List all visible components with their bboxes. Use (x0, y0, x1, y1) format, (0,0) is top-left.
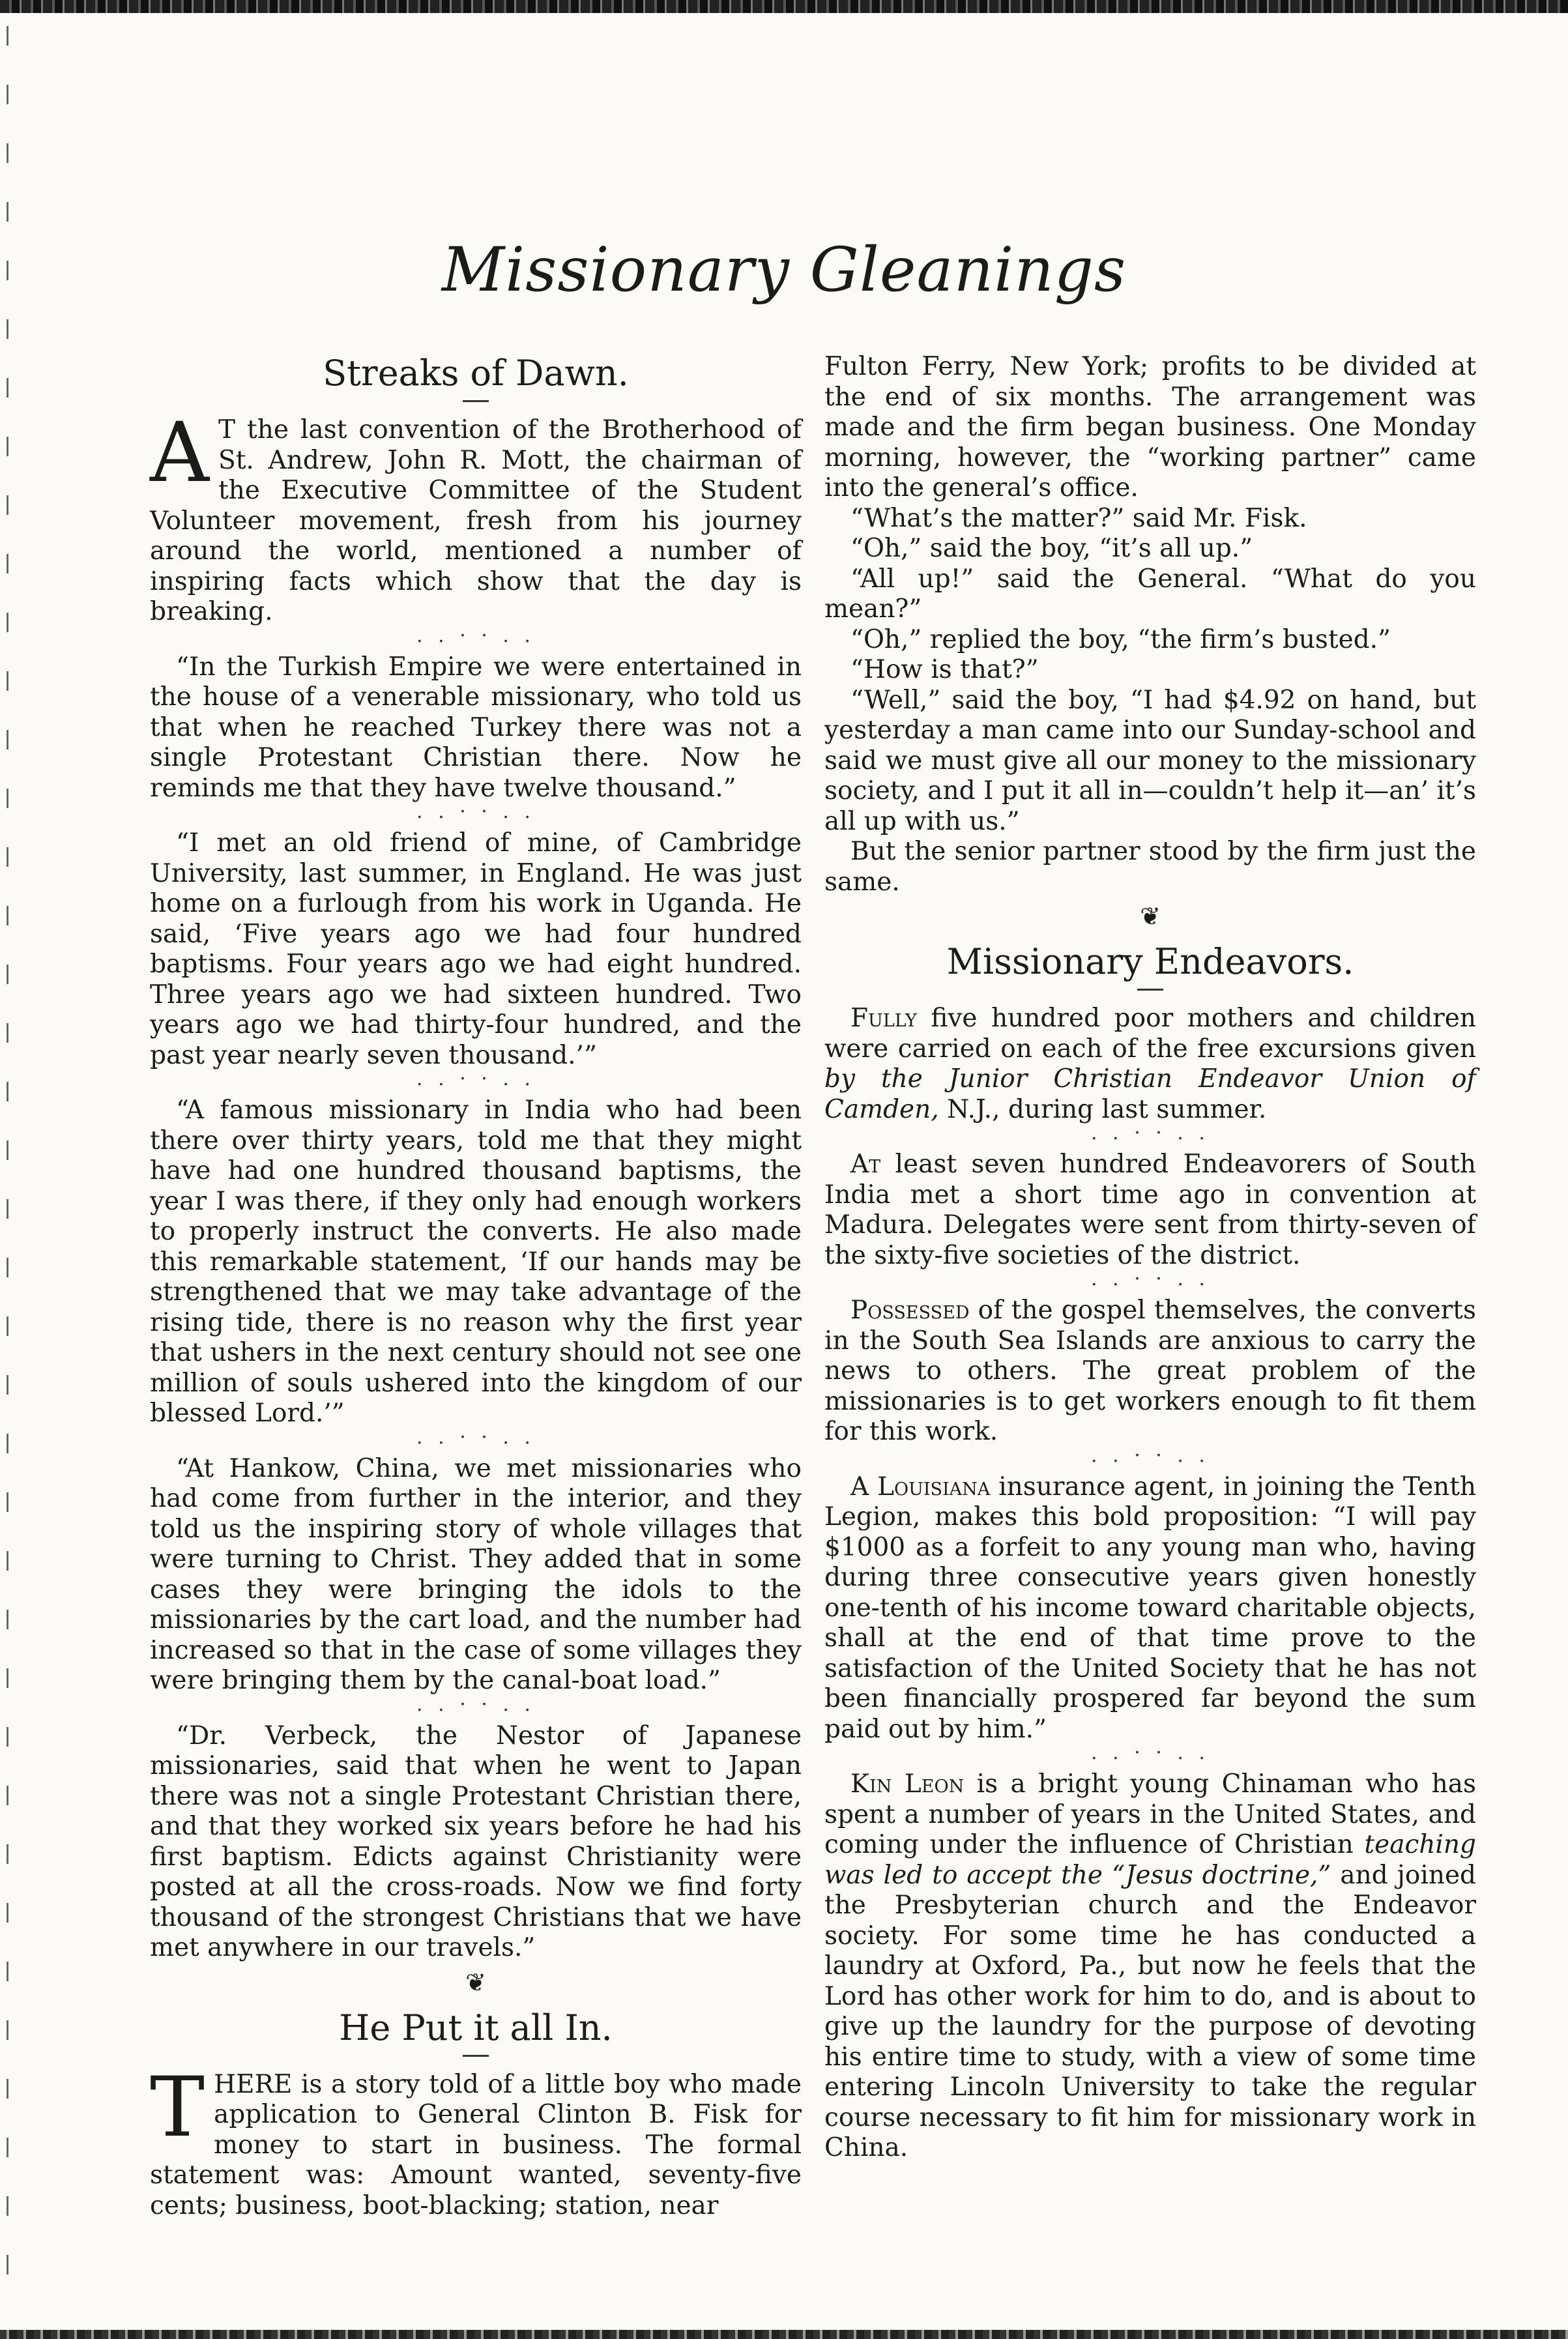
endeavor-item: A Louisiana insurance agent, in joining the Tenth Legion, makes this bold proposition: “I will pay $1000 as a forfeit to any young man who, having during three consecutive years given honestly one-tenth of his income toward charitable objects, shall at the end of that time prove to the satisfaction of the United Society that he has not been financially prospered far beyond the sum paid out by him.” (824, 1472, 1476, 1744)
separator: . . · · . . (1091, 1268, 1210, 1290)
paragraph: “In the Turkish Empire we were entertained in the house of a venerable missionary, who told us that when he reached Turkey there was not a single Protestant Christian there. Now he reminds me that they have twelve thousand.” (150, 652, 802, 803)
separator: . . · · . . (1091, 1122, 1210, 1144)
paragraph: “I met an old friend of mine, of Cambridge University, last summer, in England. He was just home on a furlough from his work in Uganda. He said, ‘Five years ago we had four hundred baptisms. Four years ago we had eight hundred. Three years ago we had sixteen hundred. Two years ago we had thirty-four hundred, and the past year nearly seven thousand.’” (150, 828, 802, 1070)
heading-rule (463, 2055, 489, 2057)
paragraph: But the senior partner stood by the firm just the same. (824, 837, 1476, 897)
separator: . . · · . . (416, 1425, 535, 1449)
separator: . . · · . . (1091, 1741, 1210, 1764)
paragraph: “Dr. Verbeck, the Nestor of Japanese missionaries, said that when he went to Japan there was not a single Protestant Christian there, and that they worked six years before he had his first baptism. Edicts against Christianity were posted at all the cross-roads. Now we find forty thousand of the strongest Christians that we have met anywhere in our travels.” (150, 1721, 802, 1962)
endeavor-item: Kin Leon is a bright young Chinaman who has spent a number of years in the United States, and coming under the influence of Christian teaching was led to accept the “Jesus doctrine,” and joined the Presbyterian church and the Endeavor society. For some time he has conducted a laundry at Oxford, Pa., but now he feels that the Lord has other work for him to do, and is about to give up the laundry for the purpose of devoting his entire time to study, with a view of some time entering Lincoln University to take the regular course necessary to fit him for missionary work in China. (824, 1769, 1476, 2162)
heading-rule (1137, 989, 1163, 991)
paragraph: “Oh,” replied the boy, “the firm’s busted.” (850, 624, 1391, 654)
ornament-icon: ❦ (1140, 902, 1161, 931)
scan-left-edge (7, 26, 8, 2307)
ornament-icon: ❦ (465, 1968, 486, 1997)
heading-rule (463, 400, 489, 402)
paragraph: “All up!” said the General. “What do you mean?” (824, 564, 1476, 624)
scan-top-edge (0, 0, 1568, 13)
endeavor-item: Fully five hundred poor mothers and children were carried on each of the free excursions given by the Junior Christian Endeavor Union of Camden, N.J., during last summer. (824, 1004, 1476, 1124)
separator: . . · · . . (1091, 1444, 1210, 1467)
section-heading-streaks: Streaks of Dawn. (323, 353, 629, 394)
paragraph: Fulton Ferry, New York; profits to be divided at the end of six months. The arrangement was made and the firm began business. One Monday morning, however, the “working partner” came into the general’s office. (824, 352, 1476, 502)
putitall-intro: THERE is a story told of a little boy who made application to General Clinton B. Fisk for money to start in business. The formal statement was: Amount wanted, seventy-five cents; business, boot-blacking; station, near (150, 2059, 802, 2220)
drop-cap: T (150, 2059, 205, 2155)
separator: . . · · . . (416, 1068, 535, 1090)
section-heading-endeavors: Missionary Endeavors. (946, 941, 1354, 982)
paragraph: “A famous missionary in India who had been there over thirty years, told me that they might have had one hundred thousand baptisms, the year I was there, if they only had enough workers to properly instruct the converts. He also made this remarkable statement, ‘If our hands may be strengthened that we may take advantage of the rising tide, there is no reason why the first year that ushers in the next century should not see one million of souls ushered into the kingdom of our blessed Lord.’” (150, 1096, 802, 1428)
endeavor-item: At least seven hundred Endeavorers of South India met a short time ago in convention at Madura. Delegates were sent from thirty-seven of the sixty-five societies of the district. (824, 1150, 1476, 1270)
page-title: Missionary Gleanings (441, 235, 1127, 306)
paragraph: “Well,” said the boy, “I had $4.92 on hand, but yesterday a man came into our Sunday-school and said we must give all our money to the missionary society, and I put it all in—couldn’t help it—an’ it’s all up with us.” (824, 685, 1476, 836)
separator: . . · · . . (416, 1693, 535, 1716)
paragraph: “At Hankow, China, we met missionaries who had come from further in the interior, and they told us the inspiring story of whole villages that were turning to Christ. They added that in some cases they were bringing the idols to the missionaries by the cart load, and the number had increased so that in the case of some villages they were bringing them by the canal-boat load.” (150, 1453, 802, 1695)
paragraph: “Oh,” said the boy, “it’s all up.” (850, 534, 1253, 563)
drop-cap: A (150, 405, 209, 501)
scan-bottom-edge (0, 2330, 1568, 2339)
paragraph: “How is that?” (850, 655, 1039, 684)
endeavor-item: Possessed of the gospel themselves, the converts in the South Sea Islands are anxious to carry the news to others. The great problem of the missionaries is to get workers enough to fit them for this work. (824, 1296, 1476, 1446)
separator: . . · · . . (416, 624, 535, 647)
left-column (150, 352, 802, 2221)
paragraph: “What’s the matter?” said Mr. Fisk. (850, 503, 1307, 533)
section-heading-putitall: He Put it all In. (339, 2007, 613, 2048)
streaks-intro: A T the last convention of the Brotherhood of St. Andrew, John R. Mott, the chairman of the Executive Committee of the Student Volunteer movement, fresh from his journey around the world, mentioned a number of inspiring facts which show that the day is breaking. (150, 405, 802, 626)
right-column (824, 352, 1476, 2164)
separator: . . · · . . (416, 800, 535, 823)
